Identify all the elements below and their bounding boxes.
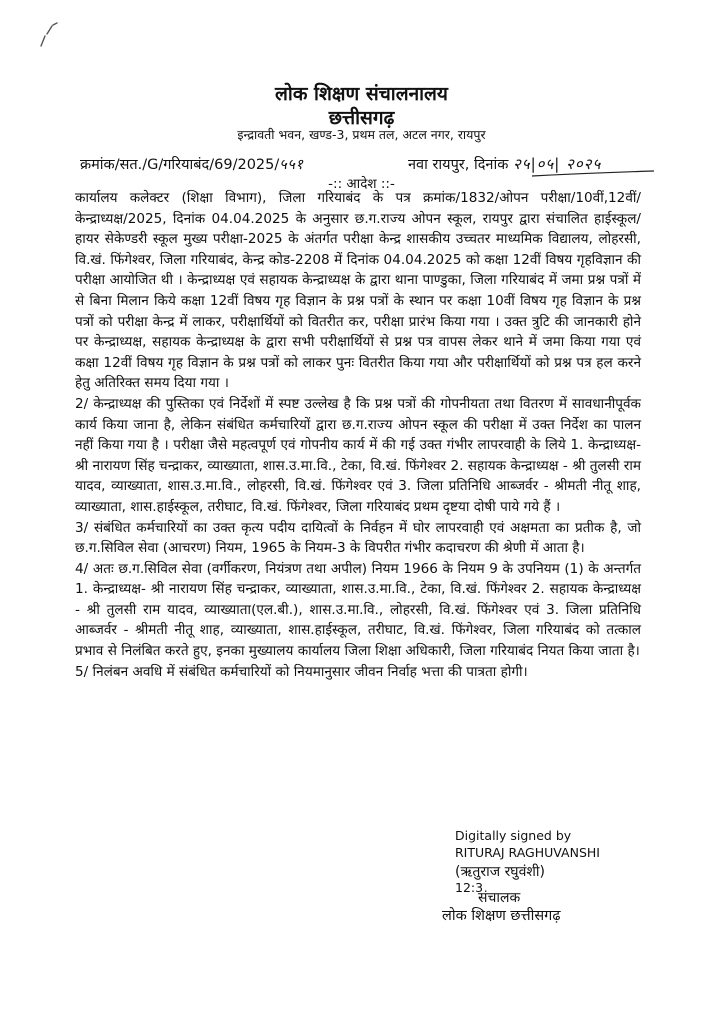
paragraph-2: 2/ केन्द्राध्यक्ष की पुस्तिका एवं निर्देशों में स्पष्ट उल्लेख है कि प्रश्न पत्रों की गोपनीयता तथा वितरण में सावधानीपूर्वक कार्य किया जाना है, लेकिन संबंधित कर्मचारियों द्वारा छ.ग.राज्य ओपन स्कूल की परीक्षा में उक्त निर्देश का पालन नहीं किया गया है । परीक्षा जैसे महत्वपूर्ण एवं गोपनीय कार्य में की गई उक्त गंभीर लापरवाही के लिये 1. केन्द्राध्यक्ष- श्री नारायण सिंह चन्द्राकर, व्याख्याता, शास.उ.मा.वि., टेका, वि.खं. फिंगेश्वर 2. सहायक केन्द्राध्यक्ष - श्री तुलसी राम यादव, व्याख्याता, शास.उ.मा.वि., लोहरसी, वि.खं. फिंगेश्वर एवं 3. जिला प्रतिनिधि आब्जर्वर - श्रीमती नीतू शाह, व्याख्याता, शास.हाईस्कूल, तरीघाट, वि.खं. फिंगेश्वर, जिला गरियाबंद प्रथम दृष्टया दोषी पाये गये हैं ।: [75, 395, 641, 515]
state-heading: छत्तीसगढ़: [328, 107, 395, 129]
digital-signature-name: RITURAJ RAGHUVANSHI: [455, 845, 600, 860]
date-prefix: नवा रायपुर, दिनांक: [408, 157, 509, 173]
digital-signature-label: Digitally signed by: [455, 828, 572, 843]
order-title: -:: आदेश ::-: [328, 176, 395, 192]
scan-mark-icon: [38, 22, 60, 48]
signatory-office: लोक शिक्षण छत्तीसगढ़: [442, 908, 561, 924]
signatory-designation: संचालक: [478, 890, 521, 906]
paragraph-1: कार्यालय कलेक्टर (शिक्षा विभाग), जिला गरियाबंद के पत्र क्रमांक/1832/ओपन परीक्षा/10वीं,12वीं/केन्द्राध्यक्ष/2025, दिनांक 04.04.2025 के अनुसार छ.ग.राज्य ओपन स्कूल, रायपुर द्वारा संचालित हाईस्कूल/हायर सेकेण्डरी स्कूल मुख्य परीक्षा-2025 के अंतर्गत परीक्षा केन्द्र शासकीय उच्चतर माध्यमिक विद्यालय, लोहरसी, वि.खं. फिंगेश्वर, जिला गरियाबंद, केन्द्र कोड-2208 में दिनांक 04.04.2025 को कक्षा 12वीं विषय गृहविज्ञान की परीक्षा आयोजित थी । केन्द्राध्यक्ष एवं सहायक केन्द्राध्यक्ष के द्वारा थाना पाण्डुका, जिला गरियाबंद में जमा प्रश्न पत्रों में से बिना मिलान किये कक्षा 12वीं विषय गृह विज्ञान के प्रश्न पत्रों के स्थान पर कक्षा 10वीं विषय गृह विज्ञान के प्रश्न पत्रों को परीक्षा केन्द्र में लाकर, परीक्षार्थियों को वितरीत कर, परीक्षा प्रारंभ किया गया । उक्त त्रुटि की जानकारी होने पर केन्द्राध्यक्ष, सहायक केन्द्राध्यक्ष के द्वारा सभी परीक्षार्थियों से प्रश्न पत्र वापस लेकर थाने में जमा किया गया एवं कक्षा 12वीं विषय गृह विज्ञान के प्रश्न पत्रों को लाकर पुनः वितरीत किया गया और परीक्षार्थियों को प्रश्न पत्र हल करने हेतु अतिरिक्त समय दिया गया ।: [75, 190, 641, 392]
order-number-handwritten: ५५१: [279, 157, 304, 173]
paragraph-4: 4/ अतः छ.ग.सिविल सेवा (वर्गीकरण, नियंत्रण तथा अपील) नियम 1966 के नियम 9 के उपनियम (1) के अन्तर्गत 1. केन्द्राध्यक्ष- श्री नारायण सिंह चन्द्राकर, व्याख्याता, शास.उ.मा.वि., टेका, वि.खं. फिंगेश्वर 2. सहायक केन्द्राध्यक्ष - श्री तुलसी राम यादव, व्याख्याता(एल.बी.), शास.उ.मा.वि., लोहरसी, वि.खं. फिंगेश्वर एवं 3. जिला प्रतिनिधि आब्जर्वर - श्रीमती नीतू शाह, व्याख्याता, शास.हाईस्कूल, तरीघाट, वि.खं. फिंगेश्वर, जिला गरियाबंद को तत्काल प्रभाव से निलंबित करते हुए, इनका मुख्यालय कार्यालय जिला शिक्षा अधिकारी, जिला गरियाबंद नियत किया जाता है।: [75, 560, 641, 660]
signatory-name-hindi: (ऋतुराज रघुवंशी): [455, 864, 545, 880]
date-handwritten: २५|०५| २०२५: [512, 155, 602, 173]
paragraph-5: 5/ निलंबन अवधि में संबंधित कर्मचारियों को नियमानुसार जीवन निर्वाह भत्ता की पात्रता होगी।: [75, 663, 528, 680]
office-address: इन्द्रावती भवन, खण्ड-3, प्रथम तल, अटल नगर, रायपुर: [237, 127, 486, 142]
signature-time: 12:3: [455, 880, 484, 895]
order-number: क्रमांक/सत./G/गरियाबंद/69/2025/: [80, 157, 280, 173]
order-body: [75, 188, 641, 682]
paragraph-3: 3/ संबंधित कर्मचारियों का उक्त कृत्य पदीय दायित्वों के निर्वहन में घोर लापरवाही एवं अक्षमता का प्रतीक है, जो छ.ग.सिविल सेवा (आचरण) नियम, 1965 के नियम-3 के विपरीत गंभीर कदाचरण की श्रेणी में आता है।: [75, 519, 641, 557]
department-heading: लोक शिक्षण संचालनालय: [275, 83, 448, 105]
order-reference: [80, 154, 303, 174]
